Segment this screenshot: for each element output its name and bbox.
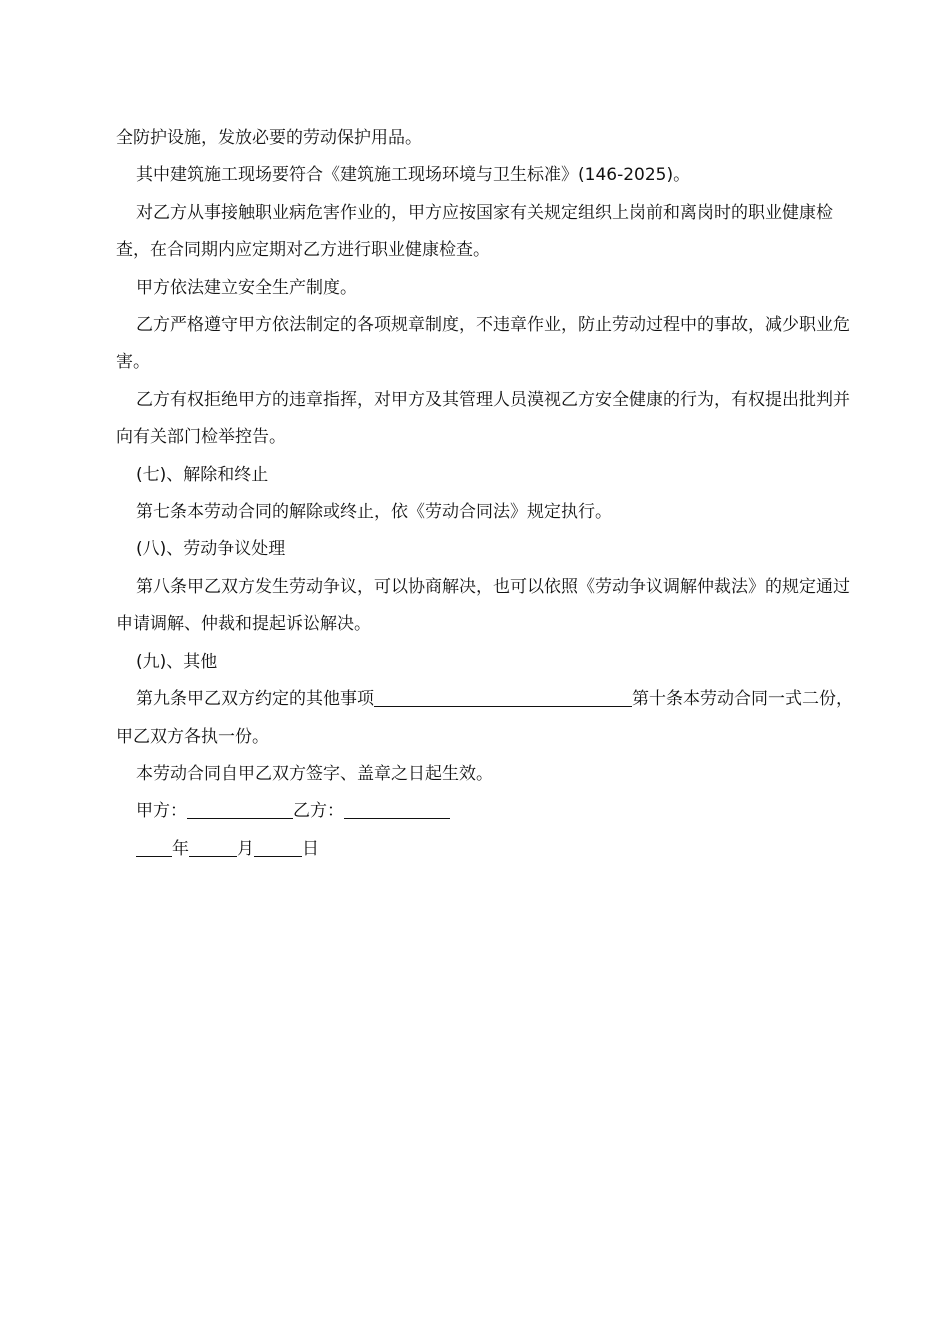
party-a-label: 甲方： — [136, 801, 187, 822]
party-b-label: 乙方： — [293, 801, 344, 822]
document-body — [116, 120, 856, 868]
other-matters-label: 第九条甲乙双方约定的其他事项 — [136, 689, 374, 710]
section-heading-dispute: (八)、劳动争议处理 — [136, 539, 286, 560]
paragraph-protective-equipment: 全防护设施，发放必要的劳动保护用品。 — [116, 128, 422, 148]
article-ten-text: 第十条本劳动合同一式二份，甲乙双方各执一份。 — [116, 689, 853, 747]
month-blank[interactable] — [189, 839, 237, 857]
article-seven: 第七条本劳动合同的解除或终止，依《劳动合同法》规定执行。 — [136, 502, 612, 523]
section-heading-termination: (七)、解除和终止 — [136, 464, 269, 485]
party-b-signature-blank[interactable] — [344, 801, 450, 819]
article-nine-ten — [116, 681, 856, 756]
day-label: 日 — [302, 838, 319, 859]
paragraph-rules-compliance: 乙方严格遵守甲方依法制定的各项规章制度，不违章作业，防止劳动过程中的事故，减少职业危害。 — [116, 315, 850, 373]
day-blank[interactable] — [254, 839, 302, 857]
date-line — [116, 831, 856, 868]
paragraph-construction-standard: 其中建筑施工现场要符合《建筑施工现场环境与卫生标准》(146-2025)。 — [136, 165, 691, 186]
effective-clause: 本劳动合同自甲乙双方签字、盖章之日起生效。 — [136, 763, 493, 784]
year-label: 年 — [172, 838, 189, 859]
article-eight: 第八条甲乙双方发生劳动争议，可以协商解决，也可以依照《劳动争议调解仲裁法》的规定通过申请调解、仲裁和提起诉讼解决。 — [116, 576, 850, 635]
party-a-signature-blank[interactable] — [187, 801, 293, 819]
year-blank[interactable] — [136, 839, 172, 857]
signature-line — [116, 793, 856, 830]
month-label: 月 — [237, 838, 254, 859]
section-heading-other: (九)、其他 — [136, 651, 218, 672]
paragraph-right-to-refuse: 乙方有权拒绝甲方的违章指挥，对甲方及其管理人员漠视乙方安全健康的行为，有权提出批判并向有关部门检举控告。 — [116, 389, 850, 448]
paragraph-health-check: 对乙方从事接触职业病危害作业的，甲方应按国家有关规定组织上岗前和离岗时的职业健康检查，在合同期内应定期对乙方进行职业健康检查。 — [116, 202, 833, 261]
paragraph-safety-system: 甲方依法建立安全生产制度。 — [136, 277, 357, 298]
other-matters-blank[interactable] — [374, 689, 632, 707]
